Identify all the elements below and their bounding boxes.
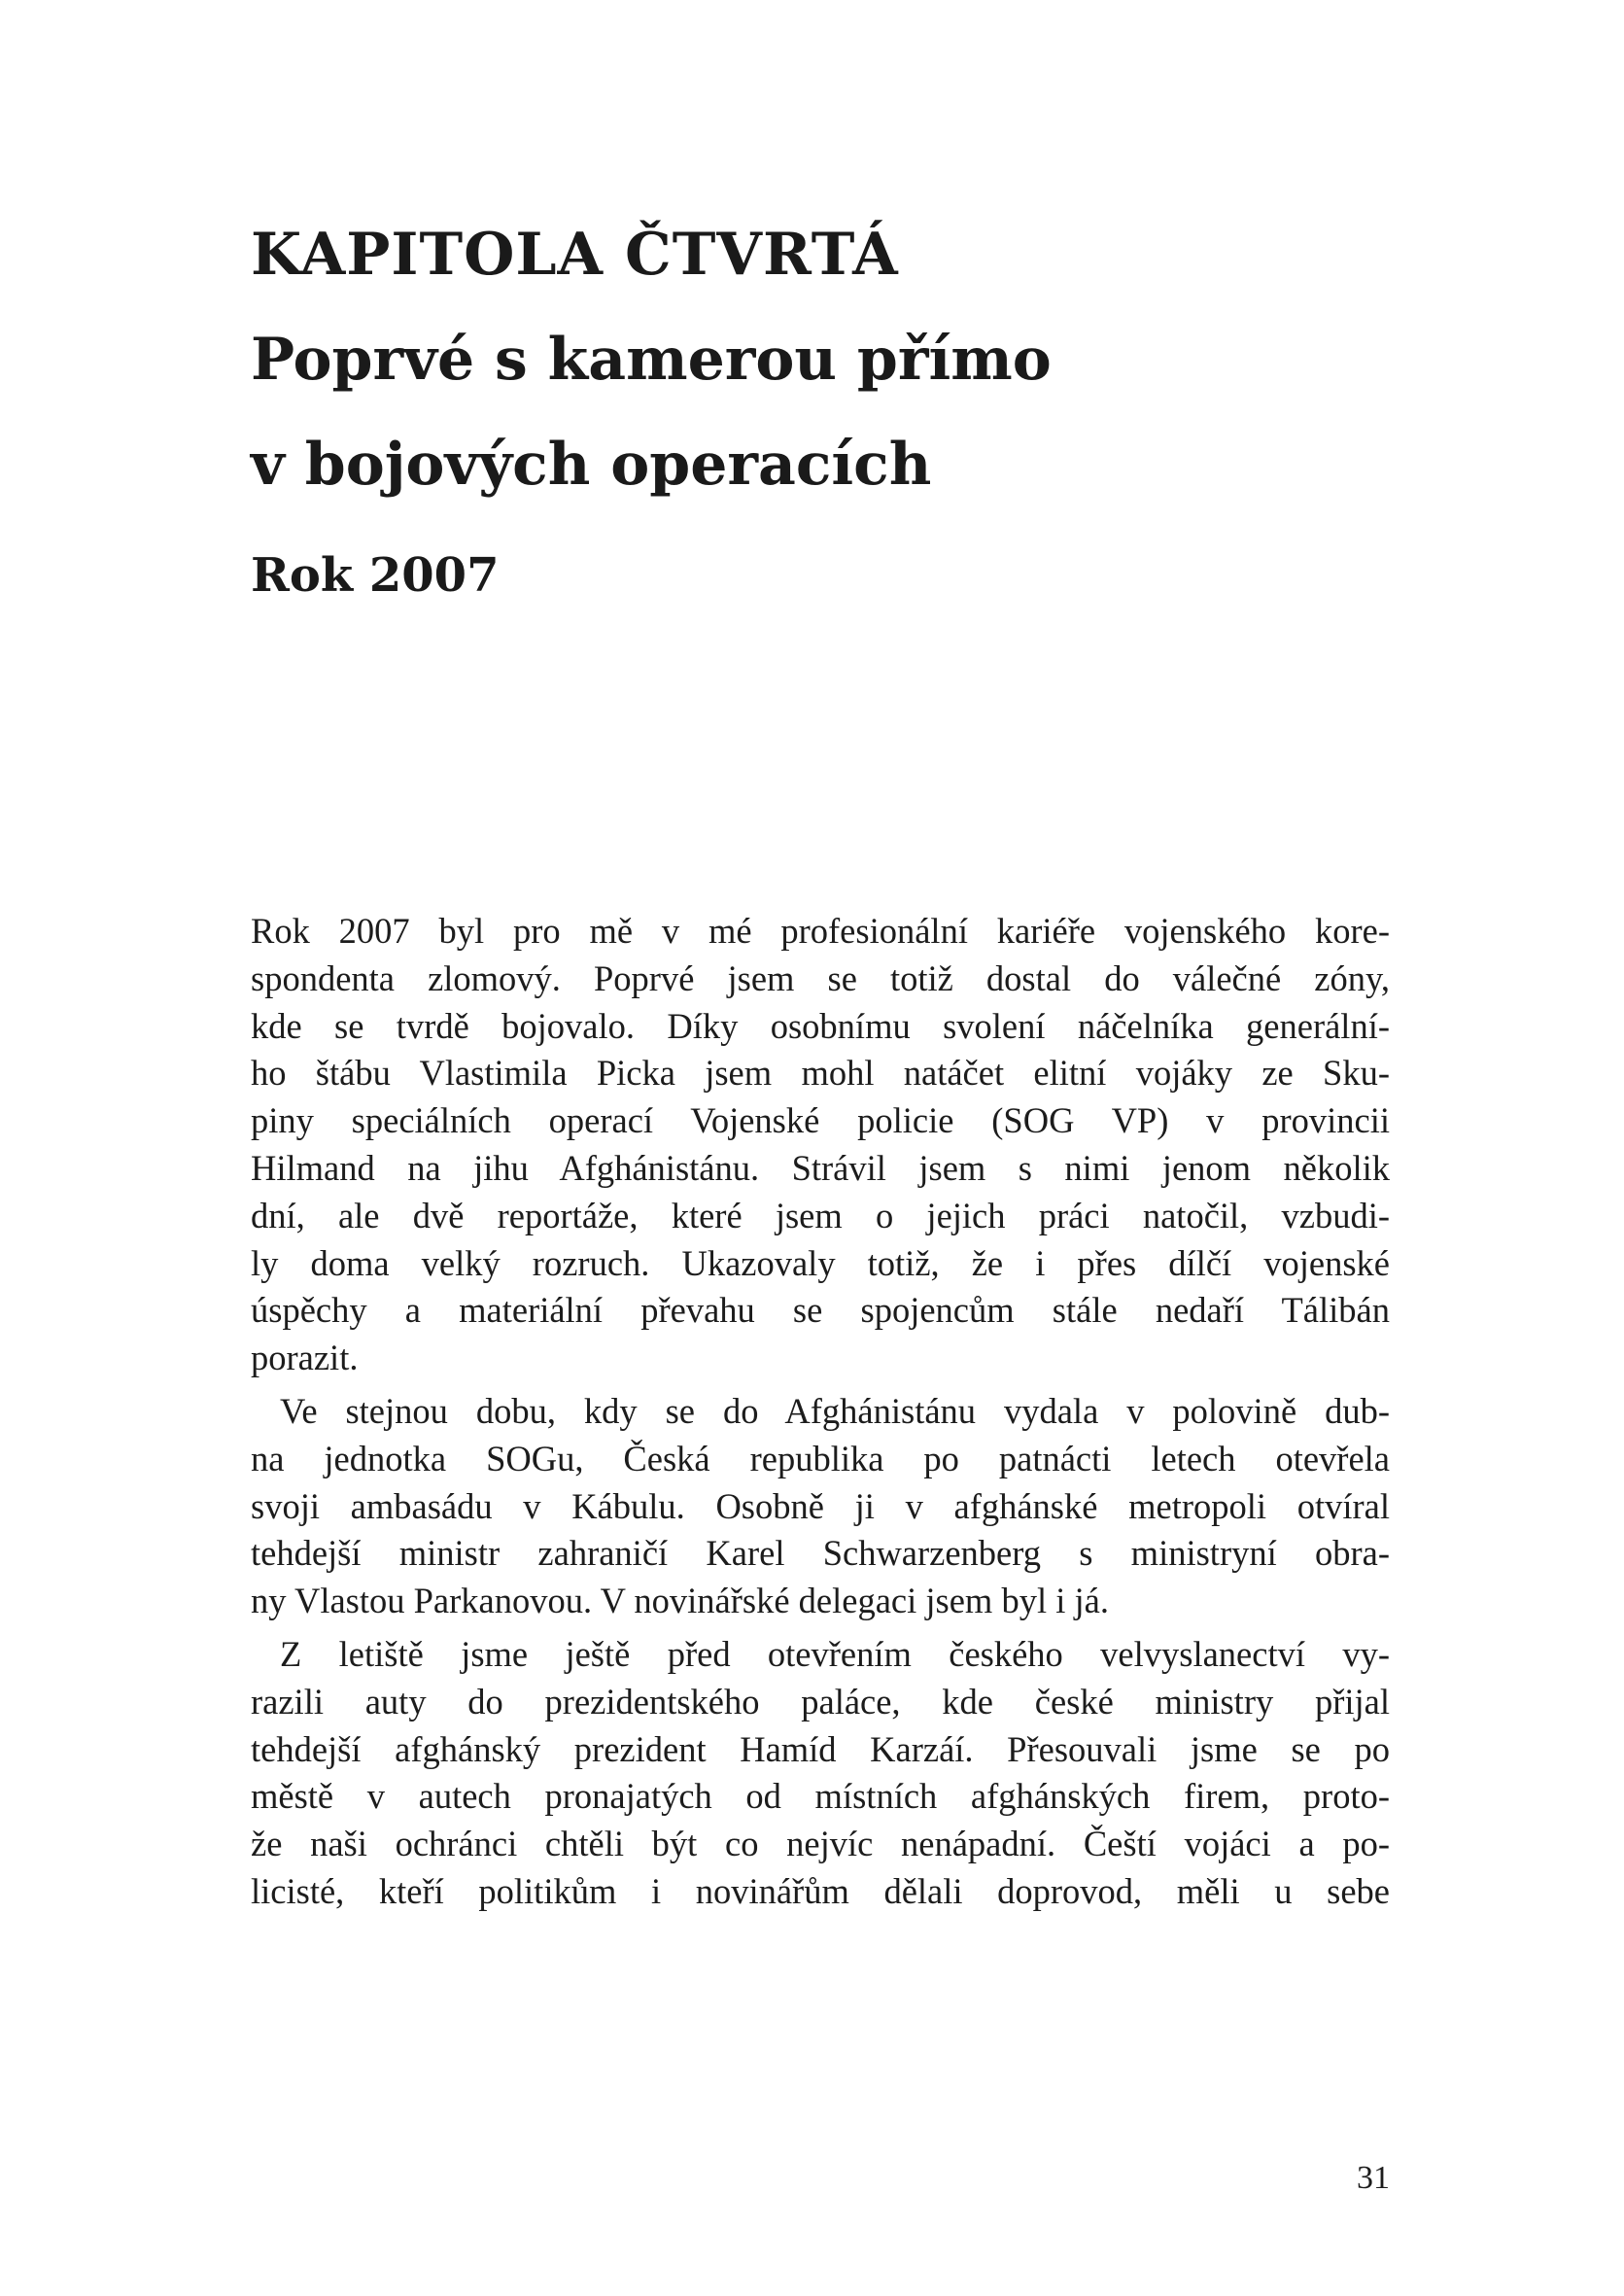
- text-line: Z letiště jsme ještě před otevřením českého velvyslanectví vy-: [280, 1633, 1390, 1674]
- text-line: že naši ochránci chtěli být co nejvíc nenápadní. Čeští vojáci a po-: [251, 1824, 1390, 1864]
- chapter-year: Rok 2007: [251, 548, 500, 603]
- chapter-heading: [251, 202, 1417, 605]
- text-line: razili auty do prezidentského paláce, kde české ministry přijal: [251, 1681, 1390, 1722]
- text-line: spondenta zlomový. Poprvé jsem se totiž dostal do válečné zóny,: [251, 957, 1390, 998]
- chapter-label: KAPITOLA ČTVRTÁ: [251, 221, 899, 289]
- text-line: porazit.: [251, 1338, 359, 1378]
- text-line: ho štábu Vlastimila Picka jsem mohl natáčet elitní vojáky ze Sku-: [251, 1053, 1390, 1094]
- text-line: kde se tvrdě bojovalo. Díky osobnímu svolení náčelníka generální-: [251, 1005, 1390, 1046]
- text-line: Rok 2007 byl pro mě v mé profesionální kariéře vojenského kore-: [251, 911, 1390, 951]
- text-line: piny speciálních operací Vojenské policie (SOG VP) v provincii: [251, 1100, 1390, 1141]
- text-line: tehdejší ministr zahraničí Karel Schwarzenberg s ministryní obra-: [251, 1533, 1390, 1574]
- text-line: svoji ambasádu v Kábulu. Osobně ji v afghánské metropoli otvíral: [251, 1485, 1390, 1526]
- text-line: licisté, kteří politikům i novinářům dělali doprovod, měli u sebe: [251, 1870, 1390, 1911]
- text-line: úspěchy a materiální převahu se spojencům stále nedaří Tálibán: [251, 1290, 1390, 1331]
- chapter-title-line-2: v bojových operacích: [251, 431, 932, 499]
- chapter-title-line-1: Poprvé s kamerou přímo: [251, 326, 1052, 394]
- paragraph: [251, 1631, 1390, 1916]
- text-line: Hilmand na jihu Afghánistánu. Strávil jsem s nimi jenom několik: [251, 1147, 1390, 1188]
- text-line: dní, ale dvě reportáže, které jsem o jejich práci natočil, vzbudi-: [251, 1195, 1390, 1235]
- paragraph: [251, 1388, 1390, 1625]
- text-line: Ve stejnou dobu, kdy se do Afghánistánu vydala v polovině dub-: [280, 1390, 1390, 1431]
- paragraph: [251, 908, 1390, 1382]
- body-text: [251, 908, 1390, 1916]
- text-line: ly doma velký rozruch. Ukazovaly totiž, že i přes dílčí vojenské: [251, 1242, 1390, 1283]
- text-line: ny Vlastou Parkanovou. V novinářské delegaci jsem byl i já.: [251, 1581, 1109, 1621]
- page-number: 31: [1357, 2160, 1390, 2196]
- text-line: městě v autech pronajatých od místních afghánských firem, proto-: [251, 1776, 1390, 1817]
- text-line: na jednotka SOGu, Česká republika po patnácti letech otevřela: [251, 1438, 1390, 1478]
- text-line: tehdejší afghánský prezident Hamíd Karzáí. Přesouvali jsme se po: [251, 1728, 1390, 1769]
